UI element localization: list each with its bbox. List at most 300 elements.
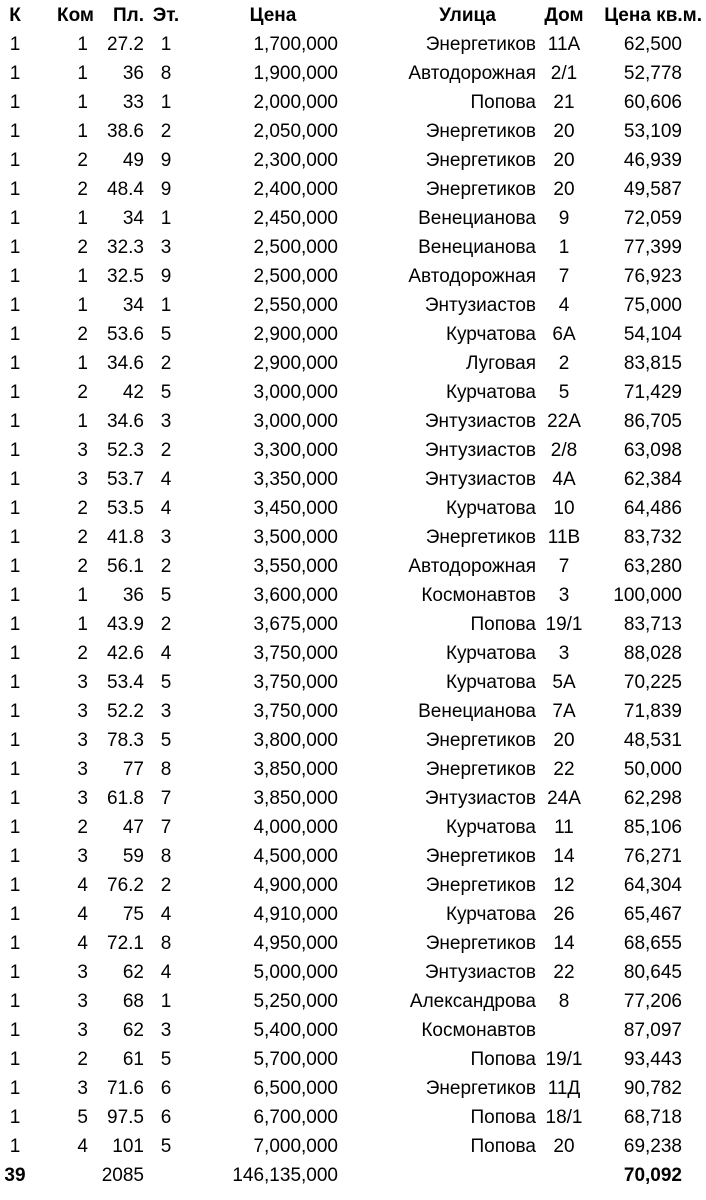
cell-area: 53.5	[107, 497, 144, 519]
cell-rooms: 3	[77, 758, 88, 780]
cell-k: 1	[9, 410, 21, 432]
cell-price-sqm: 65,467	[623, 903, 682, 925]
cell-area: 49	[122, 149, 144, 171]
cell-house: 22	[553, 758, 575, 780]
cell-house: 20	[553, 149, 575, 171]
cell-rooms: 3	[77, 1077, 88, 1099]
table-row	[0, 900, 706, 929]
total-price: 146,135,000	[232, 1164, 338, 1186]
cell-house: 22	[553, 961, 575, 983]
cell-price: 3,000,000	[253, 381, 338, 403]
total-empty-2	[144, 1161, 188, 1190]
cell-area: 47	[122, 816, 144, 838]
cell-floor: 2	[160, 439, 172, 461]
total-avg-price-sqm: 70,092	[623, 1164, 682, 1186]
cell-price: 2,500,000	[253, 265, 338, 287]
table-row	[0, 610, 706, 639]
cell-k: 1	[9, 874, 21, 896]
cell-house: 19/1	[545, 1048, 583, 1070]
cell-house: 7А	[552, 700, 576, 722]
header-rooms: Ком	[56, 5, 94, 26]
cell-rooms: 1	[77, 207, 88, 229]
cell-price-sqm: 83,732	[623, 526, 682, 548]
cell-floor: 3	[160, 700, 172, 722]
cell-price: 3,750,000	[253, 671, 338, 693]
cell-house: 20	[553, 1135, 575, 1157]
cell-area: 75	[122, 903, 144, 925]
cell-price-sqm: 88,028	[623, 642, 682, 664]
cell-floor: 2	[160, 555, 172, 577]
cell-area: 38.6	[107, 120, 144, 142]
cell-price-sqm: 69,238	[623, 1135, 682, 1157]
cell-price-sqm: 62,298	[623, 787, 682, 809]
cell-rooms: 2	[77, 381, 88, 403]
cell-price-sqm: 64,304	[623, 874, 682, 896]
cell-price-sqm: 87,097	[623, 1019, 682, 1041]
cell-price-sqm: 76,923	[623, 265, 682, 287]
cell-area: 42	[122, 381, 144, 403]
cell-k: 1	[9, 932, 21, 954]
table-row	[0, 842, 706, 871]
cell-floor: 3	[160, 526, 172, 548]
cell-price: 3,500,000	[253, 526, 338, 548]
cell-house: 11А	[547, 33, 581, 55]
cell-floor: 3	[160, 410, 172, 432]
cell-rooms: 2	[77, 642, 88, 664]
cell-k: 1	[9, 758, 21, 780]
cell-house: 4	[558, 294, 570, 316]
header-price-sqm: Цена кв.м.	[604, 5, 702, 26]
cell-price: 2,050,000	[253, 120, 338, 142]
table-row	[0, 639, 706, 668]
table-row	[0, 784, 706, 813]
cell-street: Курчатова	[445, 497, 536, 519]
cell-area: 56.1	[107, 555, 144, 577]
cell-price-sqm: 53,109	[623, 120, 682, 142]
cell-price: 2,300,000	[253, 149, 338, 171]
cell-rooms: 1	[77, 91, 88, 113]
cell-price: 2,550,000	[253, 294, 338, 316]
cell-price-sqm: 52,778	[623, 62, 682, 84]
table-row	[0, 755, 706, 784]
cell-price: 4,500,000	[253, 845, 338, 867]
cell-floor: 5	[160, 671, 172, 693]
cell-house: 2/8	[550, 439, 578, 461]
cell-k: 1	[9, 787, 21, 809]
cell-house	[536, 1016, 592, 1045]
cell-rooms: 1	[77, 33, 88, 55]
cell-area: 41.8	[107, 526, 144, 548]
cell-house: 26	[553, 903, 575, 925]
cell-floor: 3	[160, 236, 172, 258]
cell-price: 6,700,000	[253, 1106, 338, 1128]
cell-floor: 7	[160, 787, 172, 809]
cell-rooms: 3	[77, 990, 88, 1012]
cell-price-sqm: 63,280	[623, 555, 682, 577]
cell-house: 24А	[547, 787, 581, 809]
cell-house: 1	[558, 236, 570, 258]
cell-price-sqm: 80,645	[623, 961, 682, 983]
cell-floor: 1	[160, 33, 172, 55]
cell-area: 61.8	[107, 787, 144, 809]
cell-price-sqm: 71,429	[623, 381, 682, 403]
cell-price: 3,675,000	[253, 613, 338, 635]
cell-street: Венецианова	[418, 236, 536, 258]
cell-floor: 2	[160, 613, 172, 635]
cell-area: 71.6	[107, 1077, 144, 1099]
cell-house: 3	[558, 584, 570, 606]
table-row	[0, 349, 706, 378]
total-empty-1	[30, 1161, 94, 1190]
table-row	[0, 117, 706, 146]
table-row	[0, 436, 706, 465]
cell-k: 1	[9, 178, 21, 200]
cell-area: 62	[122, 961, 144, 983]
table-row	[0, 146, 706, 175]
cell-floor: 1	[160, 207, 172, 229]
cell-k: 1	[9, 526, 21, 548]
cell-price-sqm: 68,718	[623, 1106, 682, 1128]
cell-rooms: 3	[77, 845, 88, 867]
table-row	[0, 204, 706, 233]
cell-price: 2,400,000	[253, 178, 338, 200]
cell-k: 1	[9, 729, 21, 751]
cell-price-sqm: 76,271	[623, 845, 682, 867]
cell-area: 68	[122, 990, 144, 1012]
header-row	[0, 2, 706, 30]
cell-price-sqm: 100,000	[613, 584, 682, 606]
cell-price: 6,500,000	[253, 1077, 338, 1099]
header-price: Цена	[249, 5, 297, 26]
cell-house: 19/1	[545, 613, 583, 635]
cell-k: 1	[9, 294, 21, 316]
cell-price: 3,600,000	[253, 584, 338, 606]
cell-area: 52.2	[107, 700, 144, 722]
cell-floor: 5	[160, 584, 172, 606]
cell-house: 9	[558, 207, 570, 229]
table-row	[0, 581, 706, 610]
cell-k: 1	[9, 961, 21, 983]
apartments-table	[0, 2, 706, 1190]
cell-rooms: 2	[77, 526, 88, 548]
cell-price-sqm: 68,655	[623, 932, 682, 954]
cell-price: 1,900,000	[253, 62, 338, 84]
total-empty-3	[338, 1161, 536, 1190]
cell-floor: 1	[160, 294, 172, 316]
table-row	[0, 233, 706, 262]
header-area: Пл.	[112, 5, 144, 26]
cell-floor: 1	[160, 990, 172, 1012]
cell-floor: 8	[160, 845, 172, 867]
cell-k: 1	[9, 903, 21, 925]
cell-area: 72.1	[107, 932, 144, 954]
cell-street: Александрова	[409, 990, 536, 1012]
cell-price-sqm: 77,399	[623, 236, 682, 258]
cell-k: 1	[9, 1106, 21, 1128]
cell-street: Луговая	[466, 352, 536, 374]
cell-house: 20	[553, 729, 575, 751]
cell-street: Энтузиастов	[424, 468, 536, 490]
cell-street: Курчатова	[445, 671, 536, 693]
table-row	[0, 494, 706, 523]
cell-price-sqm: 75,000	[623, 294, 682, 316]
table-row	[0, 1045, 706, 1074]
cell-k: 1	[9, 207, 21, 229]
cell-house: 22А	[547, 410, 581, 432]
cell-area: 34	[122, 294, 144, 316]
cell-k: 1	[9, 1077, 21, 1099]
cell-price-sqm: 60,606	[623, 91, 682, 113]
header-k: К	[9, 5, 21, 26]
cell-rooms: 3	[77, 671, 88, 693]
table-row	[0, 407, 706, 436]
cell-street: Энтузиастов	[424, 294, 536, 316]
cell-k: 1	[9, 990, 21, 1012]
cell-price-sqm: 77,206	[623, 990, 682, 1012]
cell-house: 11В	[547, 526, 581, 548]
cell-price-sqm: 83,713	[623, 613, 682, 635]
table-row	[0, 465, 706, 494]
cell-floor: 5	[160, 323, 172, 345]
cell-price: 4,000,000	[253, 816, 338, 838]
table-row	[0, 320, 706, 349]
cell-street: Венецианова	[418, 700, 536, 722]
cell-floor: 6	[160, 1106, 172, 1128]
cell-k: 1	[9, 381, 21, 403]
cell-street: Энергетиков	[425, 758, 536, 780]
cell-k: 1	[9, 1019, 21, 1041]
table-row	[0, 958, 706, 987]
cell-price: 3,800,000	[253, 729, 338, 751]
cell-area: 36	[122, 62, 144, 84]
table-row	[0, 987, 706, 1016]
header-floor: Эт.	[152, 5, 180, 26]
cell-rooms: 1	[77, 62, 88, 84]
cell-price-sqm: 90,782	[623, 1077, 682, 1099]
cell-k: 1	[9, 91, 21, 113]
cell-floor: 5	[160, 1135, 172, 1157]
table-row	[0, 378, 706, 407]
cell-rooms: 3	[77, 787, 88, 809]
cell-price: 5,700,000	[253, 1048, 338, 1070]
cell-price-sqm: 86,705	[623, 410, 682, 432]
cell-price: 4,910,000	[253, 903, 338, 925]
cell-rooms: 3	[77, 961, 88, 983]
cell-street: Попова	[470, 91, 536, 113]
cell-price: 3,750,000	[253, 700, 338, 722]
cell-k: 1	[9, 555, 21, 577]
cell-area: 48.4	[107, 178, 144, 200]
cell-area: 36	[122, 584, 144, 606]
cell-floor: 4	[160, 642, 172, 664]
table-row	[0, 929, 706, 958]
cell-price-sqm: 72,059	[623, 207, 682, 229]
cell-street: Энергетиков	[425, 845, 536, 867]
cell-street: Энергетиков	[425, 932, 536, 954]
cell-street: Энергетиков	[425, 729, 536, 751]
cell-area: 34.6	[107, 352, 144, 374]
table-row	[0, 262, 706, 291]
cell-rooms: 3	[77, 729, 88, 751]
total-count: 39	[4, 1164, 26, 1186]
table-row	[0, 813, 706, 842]
cell-price: 2,500,000	[253, 236, 338, 258]
cell-area: 52.3	[107, 439, 144, 461]
cell-price: 3,300,000	[253, 439, 338, 461]
cell-street: Попова	[470, 1048, 536, 1070]
cell-k: 1	[9, 439, 21, 461]
table-row	[0, 668, 706, 697]
cell-price-sqm: 83,815	[623, 352, 682, 374]
cell-price: 5,250,000	[253, 990, 338, 1012]
table-body	[0, 30, 706, 1161]
cell-house: 6А	[552, 323, 576, 345]
cell-k: 1	[9, 671, 21, 693]
cell-rooms: 1	[77, 120, 88, 142]
cell-floor: 6	[160, 1077, 172, 1099]
cell-area: 32.5	[107, 265, 144, 287]
table-row	[0, 175, 706, 204]
cell-house: 3	[558, 642, 570, 664]
cell-floor: 4	[160, 468, 172, 490]
cell-street: Энергетиков	[425, 1077, 536, 1099]
cell-house: 18/1	[545, 1106, 583, 1128]
cell-street: Курчатова	[445, 323, 536, 345]
cell-price: 2,000,000	[253, 91, 338, 113]
cell-area: 42.6	[107, 642, 144, 664]
cell-street: Энергетиков	[425, 149, 536, 171]
cell-rooms: 2	[77, 323, 88, 345]
cell-price: 3,000,000	[253, 410, 338, 432]
cell-area: 97.5	[107, 1106, 144, 1128]
cell-price-sqm: 62,500	[623, 33, 682, 55]
cell-floor: 4	[160, 961, 172, 983]
cell-k: 1	[9, 149, 21, 171]
cell-area: 33	[122, 91, 144, 113]
cell-rooms: 2	[77, 178, 88, 200]
cell-area: 76.2	[107, 874, 144, 896]
cell-rooms: 2	[77, 236, 88, 258]
cell-price-sqm: 50,000	[623, 758, 682, 780]
cell-floor: 8	[160, 758, 172, 780]
cell-price: 2,900,000	[253, 352, 338, 374]
cell-k: 1	[9, 236, 21, 258]
cell-floor: 4	[160, 497, 172, 519]
cell-street: Энтузиастов	[424, 961, 536, 983]
cell-street: Автодорожная	[408, 555, 536, 577]
cell-street: Курчатова	[445, 816, 536, 838]
cell-area: 43.9	[107, 613, 144, 635]
table-row	[0, 1074, 706, 1103]
cell-price-sqm: 71,839	[623, 700, 682, 722]
cell-floor: 5	[160, 1048, 172, 1070]
cell-price: 2,900,000	[253, 323, 338, 345]
table-row	[0, 59, 706, 88]
cell-floor: 1	[160, 91, 172, 113]
cell-rooms: 1	[77, 410, 88, 432]
cell-k: 1	[9, 642, 21, 664]
cell-price: 5,000,000	[253, 961, 338, 983]
table-row	[0, 697, 706, 726]
table-row	[0, 1103, 706, 1132]
cell-house: 14	[553, 932, 575, 954]
cell-floor: 4	[160, 903, 172, 925]
cell-street: Курчатова	[445, 381, 536, 403]
cell-k: 1	[9, 352, 21, 374]
cell-price: 3,550,000	[253, 555, 338, 577]
table-row	[0, 88, 706, 117]
cell-street: Попова	[470, 1135, 536, 1157]
total-area: 2085	[101, 1164, 144, 1186]
cell-area: 34.6	[107, 410, 144, 432]
cell-k: 1	[9, 1048, 21, 1070]
cell-rooms: 4	[77, 932, 88, 954]
cell-street: Попова	[470, 613, 536, 635]
cell-price: 5,400,000	[253, 1019, 338, 1041]
cell-street: Венецианова	[418, 207, 536, 229]
cell-floor: 9	[160, 178, 172, 200]
cell-floor: 3	[160, 1019, 172, 1041]
cell-rooms: 2	[77, 1048, 88, 1070]
cell-price: 4,900,000	[253, 874, 338, 896]
table-row	[0, 726, 706, 755]
cell-house: 7	[558, 555, 570, 577]
cell-floor: 5	[160, 381, 172, 403]
cell-price-sqm: 85,106	[623, 816, 682, 838]
cell-area: 61	[122, 1048, 144, 1070]
cell-house: 12	[553, 874, 575, 896]
cell-price: 7,000,000	[253, 1135, 338, 1157]
table-row	[0, 1132, 706, 1161]
cell-rooms: 1	[77, 352, 88, 374]
cell-price: 1,700,000	[253, 33, 338, 55]
cell-street: Энтузиастов	[424, 410, 536, 432]
cell-street: Энтузиастов	[424, 439, 536, 461]
cell-rooms: 1	[77, 613, 88, 635]
cell-street: Энергетиков	[425, 526, 536, 548]
cell-rooms: 3	[77, 439, 88, 461]
cell-rooms: 2	[77, 149, 88, 171]
cell-price: 3,750,000	[253, 642, 338, 664]
cell-rooms: 1	[77, 265, 88, 287]
cell-rooms: 2	[77, 555, 88, 577]
cell-k: 1	[9, 816, 21, 838]
cell-rooms: 4	[77, 874, 88, 896]
cell-k: 1	[9, 62, 21, 84]
cell-floor: 9	[160, 149, 172, 171]
cell-rooms: 1	[77, 584, 88, 606]
cell-k: 1	[9, 33, 21, 55]
cell-area: 77	[122, 758, 144, 780]
cell-area: 101	[112, 1135, 144, 1157]
cell-area: 78.3	[107, 729, 144, 751]
cell-price-sqm: 63,098	[623, 439, 682, 461]
cell-street: Энергетиков	[425, 33, 536, 55]
cell-house: 8	[558, 990, 570, 1012]
cell-k: 1	[9, 1135, 21, 1157]
cell-street: Космонавтов	[421, 1019, 536, 1041]
cell-price: 3,450,000	[253, 497, 338, 519]
cell-k: 1	[9, 323, 21, 345]
cell-street: Космонавтов	[421, 584, 536, 606]
cell-price-sqm: 54,104	[623, 323, 682, 345]
cell-k: 1	[9, 468, 21, 490]
cell-street: Попова	[470, 1106, 536, 1128]
cell-rooms: 4	[77, 1135, 88, 1157]
totals-row	[0, 1161, 706, 1190]
cell-street: Энергетиков	[425, 178, 536, 200]
cell-street: Энергетиков	[425, 120, 536, 142]
